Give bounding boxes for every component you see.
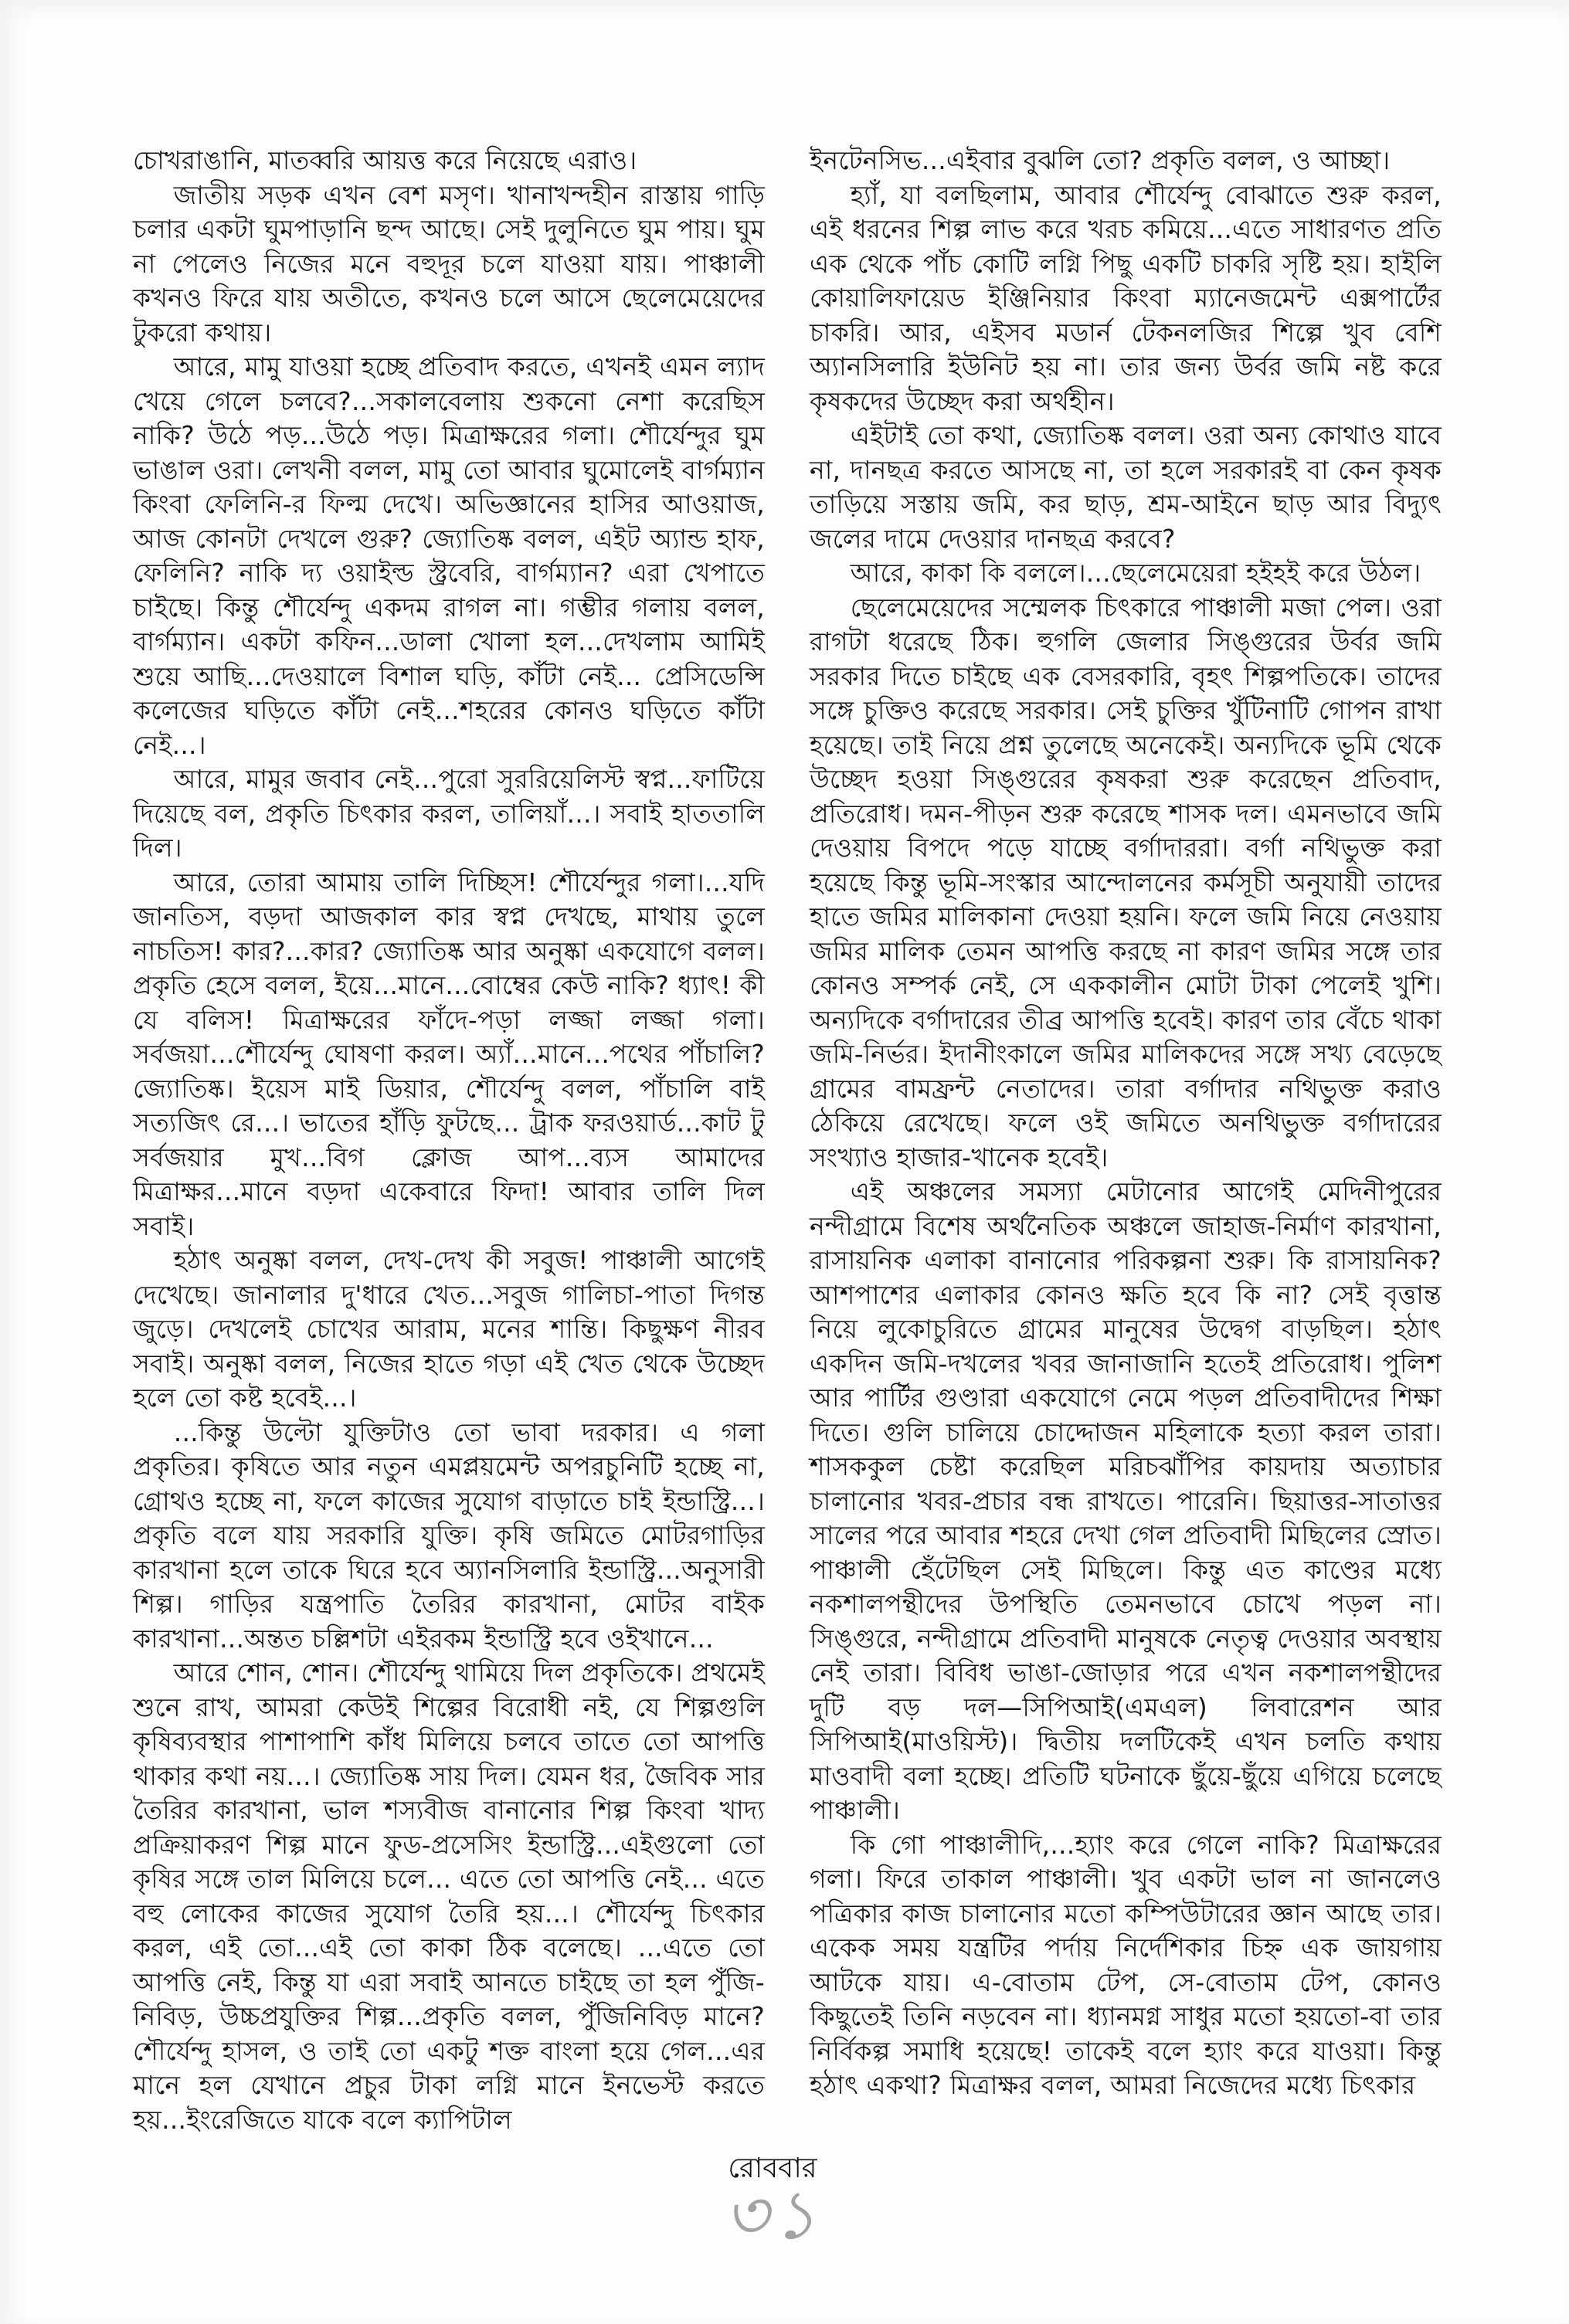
paragraph: জাতীয় সড়ক এখন বেশ মসৃণ। খানাখন্দহীন রাস্তায় গাড়ি চলার একটা ঘুমপাড়ানি ছন্দ আছে। সেই দুলুনিতে ঘুম পায়। ঘুম না পেলেও নিজের মনে বহুদূর চলে যাওয়া যায়। পাঞ্চালী কখনও ফিরে যায় অতীতে, কখনও চলে আসে ছেলেমেয়েদের টুকরো কথায়।: [133, 179, 765, 348]
paragraph: আরে, তোরা আমায় তালি দিচ্ছিস! শৌর্যেন্দুর গলা।...যদি জানতিস, বড়দা আজকাল কার স্বপ্ন দেখছে, মাথায় তুলে নাচতিস! কার?...কার? জ্যোতিষ্ক আর অনুষ্কা একযোগে বলল। প্রকৃতি হেসে বলল, ইয়ে...মানে...বোম্বের কেউ নাকি? ধ্যাৎ! কী যে বলিস! মিত্রাক্ষরের ফাঁদে-পড়া লজ্জা লজ্জা গলা। সর্বজয়া...শৌর্যেন্দু ঘোষণা করল। অ্যাঁ...মানে...পথের পাঁচালি? জ্যোতিষ্ক। ইয়েস মাই ডিয়ার, শৌর্যেন্দু বলল, পাঁচালি বাই সত্যজিৎ রে...। ভাতের হাঁড়ি ফুটছে... ট্রাক ফরওয়ার্ড...কাট টু সর্বজয়ার মুখ...বিগ ক্লোজ আপ...ব্যস আমাদের মিত্রাক্ষর...মানে বড়দা একেবারে ফিদা! আবার তালি দিল সবাই।: [133, 867, 765, 1241]
paragraph: আরে শোন, শোন। শৌর্যেন্দু থামিয়ে দিল প্রকৃতিকে। প্রথমেই শুনে রাখ, আমরা কেউই শিল্পের বিরোধী নই, যে শিল্পগুলি কৃষিব্যবস্থার পাশাপাশি কাঁধ মিলিয়ে চলবে তাতে তো আপত্তি থাকার কথা নয়...। জ্যোতিষ্ক সায় দিল। যেমন ধর, জৈবিক সার তৈরির কারখানা, ভাল শস্যবীজ বানানোর শিল্প কিংবা খাদ্য প্রক্রিয়াকরণ শিল্প মানে ফুড-প্রসেসিং ইন্ডাস্ট্রি...এইগুলো তো কৃষির সঙ্গে তাল মিলিয়ে চলে... এতে তো আপত্তি নেই... এতে বহু লোকের কাজের সুযোগ তৈরি হয়...। শৌর্যেন্দু চিৎকার করল, এই তো...এই তো কাকা ঠিক বলেছে। ...এতে তো আপত্তি নেই, কিন্তু যা এরা সবাই আনতে চাইছে তা হল পুঁজি-নিবিড়, উচ্চপ্রযুক্তির শিল্প...প্রকৃতি বলল, পুঁজিনিবিড় মানে? শৌর্যেন্দু হাসল, ও তাই তো একটু শক্ত বাংলা হয়ে গেল...এর মানে হল যেখানে প্রচুর টাকা লগ্নি মানে ইনভেস্ট করতে হয়...ইংরেজিতে যাকে বলে ক্যাপিটাল: [133, 1657, 765, 2135]
paragraph: এইটাই তো কথা, জ্যোতিষ্ক বলল। ওরা অন্য কোথাও যাবে না, দানছত্র করতে আসছে না, তা হলে সরকারই বা কেন কৃষক তাড়িয়ে সস্তায় জমি, কর ছাড়, শ্রম-আইনে ছাড় আর বিদ্যুৎ জলের দামে দেওয়ার দানছত্র করবে?: [810, 420, 1442, 554]
paragraph: ...কিন্তু উল্টো যুক্তিটাও তো ভাবা দরকার। এ গলা প্রকৃতির। কৃষিতে আর নতুন এমপ্লয়মেন্ট অপরচুনিটি হচ্ছে না, গ্রোথও হচ্ছে না, ফলে কাজের সুযোগ বাড়াতে চাই ইন্ডাস্ট্রি...। প্রকৃতি বলে যায় সরকারি যুক্তি। কৃষি জমিতে মোটরগাড়ির কারখানা হলে তাকে ঘিরে হবে অ্যানসিলারি ইন্ডাস্ট্রি...অনুসারী শিল্প। গাড়ির যন্ত্রপাতি তৈরির কারখানা, মোটর বাইক কারখানা...অন্তত চল্লিশটা এইরকম ইন্ডাস্ট্রি হবে ওইখানে...: [133, 1416, 765, 1654]
magazine-title: রোববার: [728, 2153, 817, 2184]
paragraph: হ্যাঁ, যা বলছিলাম, আবার শৌর্যেন্দু বোঝাতে শুরু করল, এই ধরনের শিল্প লাভ করে খরচ কমিয়ে...এতে সাধারণত প্রতি এক থেকে পাঁচ কোটি লগ্নি পিছু একটি চাকরি সৃষ্টি হয়। হাইলি কোয়ালিফায়েড ইঞ্জিনিয়ার কিংবা ম্যানেজমেন্ট এক্সপার্টের চাকরি। আর, এইসব মডার্ন টেকনলজির শিল্পে খুব বেশি অ্যানসিলারি ইউনিট হয় না। তার জন্য উর্বর জমি নষ্ট করে কৃষকদের উচ্ছেদ করা অর্থহীন।: [810, 179, 1442, 416]
paragraph: আরে, মামু যাওয়া হচ্ছে প্রতিবাদ করতে, এখনই এমন ল্যাদ খেয়ে গেলে চলবে?...সকালবেলায় শুকনো নেশা করেছিস নাকি? উঠে পড়...উঠে পড়। মিত্রাক্ষরের গলা। শৌর্যেন্দুর ঘুম ভাঙাল ওরা। লেখনী বলল, মামু তো আবার ঘুমোলেই বার্গম্যান কিংবা ফেলিনি-র ফিল্ম দেখে। অভিজ্ঞানের হাসির আওয়াজ, আজ কোনটা দেখলে গুরু? জ্যোতিষ্ক বলল, এইট অ্যান্ড হাফ, ফেলিনি? নাকি দ্য ওয়াইল্ড স্ট্রবেরি, বার্গম্যান? এরা খেপাতে চাইছে। কিন্তু শৌর্যেন্দু একদম রাগল না। গম্ভীর গলায় বলল, বার্গম্যান। একটা কফিন...ডালা খোলা হল...দেখলাম আমিই শুয়ে আছি...দেওয়ালে বিশাল ঘড়ি, কাঁটা নেই... প্রেসিডেন্সি কলেজের ঘড়িতে কাঁটা নেই...শহরের কোনও ঘড়িতে কাঁটা নেই...।: [133, 351, 765, 760]
paragraph: ছেলেমেয়েদের সম্মেলক চিৎকারে পাঞ্চালী মজা পেল। ওরা রাগটা ধরেছে ঠিক। হুগলি জেলার সিঙ্গুরের উর্বর জমি সরকার দিতে চাইছে এক বেসরকারি, বৃহৎ শিল্পপতিকে। তাদের সঙ্গে চুক্তিও করেছে সরকার। সেই চুক্তির খুঁটিনাটি গোপন রাখা হয়েছে। তাই নিয়ে প্রশ্ন তুলেছে অনেকেই। অন্যদিকে ভূমি থেকে উচ্ছেদ হওয়া সিঙ্গুরের কৃষকরা শুরু করেছেন প্রতিবাদ, প্রতিরোধ। দমন-পীড়ন শুরু করেছে শাসক দল। এমনভাবে জমি দেওয়ায় বিপদে পড়ে যাচ্ছে বর্গাদাররা। বর্গা নথিভুক্ত করা হয়েছে কিন্তু ভূমি-সংস্কার আন্দোলনের কর্মসূচী অনুযায়ী তাদের হাতে জমির মালিকানা দেওয়া হয়নি। ফলে জমি নিয়ে নেওয়ায় জমির মালিক তেমন আপত্তি করছে না কারণ জমির সঙ্গে তার কোনও সম্পর্ক নেই, সে এককালীন মোটা টাকা পেলেই খুশি। অন্যদিকে বর্গাদারের তীব্র আপত্তি হবেই। কারণ তার বেঁচে থাকা জমি-নির্ভর। ইদানীংকালে জমির মালিকদের সঙ্গে সখ্য বেড়েছে গ্রামের বামফ্রন্ট নেতাদের। তারা বর্গাদার নথিভুক্ত করাও ঠেকিয়ে রেখেছে। ফলে ওই জমিতে অনথিভুক্ত বর্গাদারের সংখ্যাও হাজার-খানেক হবেই।: [810, 592, 1442, 1172]
paragraph: এই অঞ্চলের সমস্যা মেটানোর আগেই মেদিনীপুরের নন্দীগ্রামে বিশেষ অর্থনৈতিক অঞ্চলে জাহাজ-নির্মাণ কারখানা, রাসায়নিক এলাকা বানানোর পরিকল্পনা শুরু। কি রাসায়নিক? আশপাশের এলাকার কোনও ক্ষতি হবে কি না? সেই বৃত্তান্ত নিয়ে লুকোচুরিতে গ্রামের মানুষের উদ্বেগ বাড়ছিল। হঠাৎ একদিন জমি-দখলের খবর জানাজানি হতেই প্রতিরোধ। পুলিশ আর পার্টির গুণ্ডারা একযোগে নেমে পড়ল প্রতিবাদীদের শিক্ষা দিতে। গুলি চালিয়ে চোদ্দোজন মহিলাকে হত্যা করল তারা। শাসককুল চেষ্টা করেছিল মরিচঝাঁপির কায়দায় অত্যাচার চালানোর খবর-প্রচার বন্ধ রাখতে। পারেনি। ছিয়াত্তর-সাতাত্তর সালের পরে আবার শহরে দেখা গেল প্রতিবাদী মিছিলের স্রোত। পাঞ্চালী হেঁটেছিল সেই মিছিলে। কিন্তু এত কাণ্ডের মধ্যে নকশালপন্থীদের উপস্থিতি তেমনভাবে চোখে পড়ল না। সিঙ্গুরে, নন্দীগ্রামে প্রতিবাদী মানুষকে নেতৃত্ব দেওয়ার অবস্থায় নেই তারা। বিবিধ ভাঙা-জোড়ার পরে এখন নকশালপন্থীদের দুটি বড় দল—সিপিআই(এমএল) লিবারেশন আর সিপিআই(মাওয়িস্ট)। দ্বিতীয় দলটিকেই এখন চলতি কথায় মাওবাদী বলা হচ্ছে। প্রতিটি ঘটনাকে ছুঁয়ে-ছুঁয়ে এগিয়ে চলেছে পাঞ্চালী।: [810, 1176, 1442, 1825]
paragraph: হঠাৎ অনুষ্কা বলল, দেখ-দেখ কী সবুজ! পাঞ্চালী আগেই দেখেছে। জানালার দু'ধারে খেত...সবুজ গালিচা-পাতা দিগন্ত জুড়ে। দেখলেই চোখের আরাম, মনের শান্তি। কিছুক্ষণ নীরব সবাই। অনুষ্কা বলল, নিজের হাতে গড়া এই খেত থেকে উচ্ছেদ হলে তো কষ্ট হবেই...।: [133, 1245, 765, 1413]
paragraph: আরে, কাকা কি বললে।...ছেলেমেয়েরা হইহই করে উঠল।: [850, 558, 1421, 588]
page-footer: [649, 2153, 896, 2254]
left-text-column: [133, 144, 765, 2137]
paragraph: ইনটেনসিভ...এইবার বুঝলি তো? প্রকৃতি বলল, ও আচ্ছা।: [810, 145, 1391, 175]
paragraph: চোখরাঙানি, মাতব্বরি আয়ত্ত করে নিয়েছে এরাও।: [133, 145, 637, 175]
page-number: ৩১: [723, 2175, 822, 2254]
paragraph: কি গো পাঞ্চালীদি,...হ্যাং করে গেলে নাকি? মিত্রাক্ষরের গলা। ফিরে তাকাল পাঞ্চালী। খুব একটা ভাল না জানলেও পত্রিকার কাজ চালানোর মতো কম্পিউটারের জ্ঞান আছে তার। একেক সময় যন্ত্রটির পর্দায় নির্দেশিকার চিহ্ন এক জায়গায় আটকে যায়। এ-বোতাম টেপ, সে-বোতাম টেপ, কোনও কিছুতেই তিনি নড়বেন না। ধ্যানমগ্ন সাধুর মতো হয়তো-বা তার নির্বিকল্প সমাধি হয়েছে! তাকেই বলে হ্যাং করে যাওয়া। কিন্তু হঠাৎ একথা? মিত্রাক্ষর বলল, আমরা নিজেদের মধ্যে চিৎকার: [810, 1829, 1442, 2100]
paragraph: আরে, মামুর জবাব নেই...পুরো সুররিয়েলিস্ট স্বপ্ন...ফাটিয়ে দিয়েছে বল, প্রকৃতি চিৎকার করল, তালিয়াঁ...। সবাই হাততালি দিল।: [133, 764, 765, 863]
right-text-column: [810, 144, 1442, 2103]
